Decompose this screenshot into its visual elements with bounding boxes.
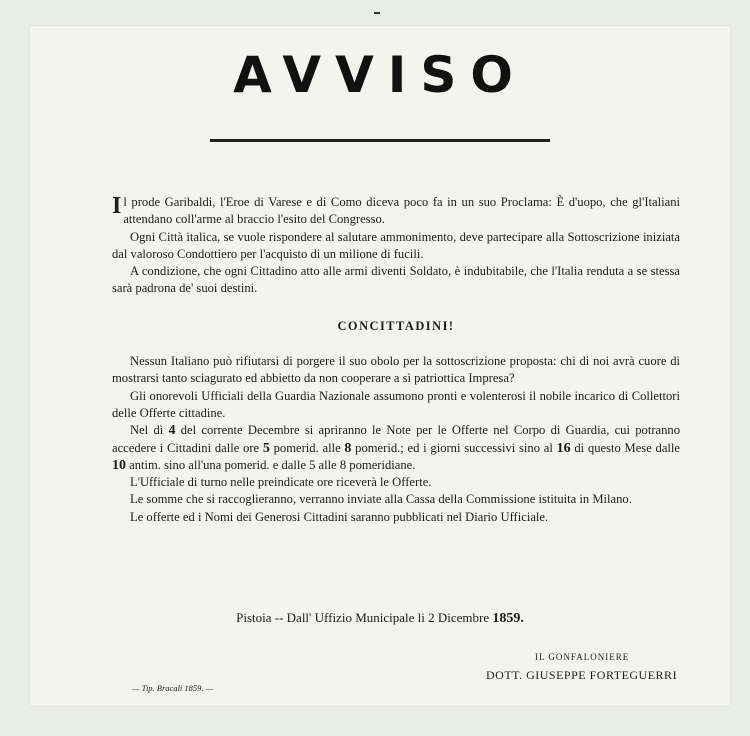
schedule-text: antim. sino all'una pomerid. e dalle 5 alle 8 pomeridiane. [126, 457, 416, 472]
paragraph-publication: Le offerte ed i Nomi dei Generosi Cittadini saranno pubblicati nel Diario Ufficiale. [130, 509, 549, 524]
signatory-office: IL GONFALONIERE [535, 652, 630, 662]
paragraph-intro-text: l prode Garibaldi, l'Eroe di Varese e di Como diceva poco fa in un suo Proclama: È d'uopo, che gl'Italiani attendano coll'arme al braccio l'esito del Congresso. [123, 195, 680, 227]
schedule-text: Nel dì [130, 423, 169, 438]
place-date-year: 1859. [492, 611, 524, 626]
place-date-line [30, 610, 730, 627]
schedule-text: pomerid. alle [269, 440, 345, 455]
schedule-text: del corrente Decembre si apriranno le Note per le Offerte nel Corpo di Guardia, cui potranno accedere i Cittadini dalle ore [112, 423, 681, 455]
notice-body [112, 194, 680, 526]
drop-cap: I [112, 193, 122, 219]
title-rule [210, 139, 550, 142]
paragraph-subscription: Ogni Città italica, se vuole rispondere al salutare ammonimento, deve partecipare alla Sottoscrizione iniziata dal valoroso Condottiero per l'acquisto di un milione di fucili. [112, 229, 680, 261]
schedule-hour: 10 [112, 457, 126, 473]
notice-title: AVVISO [233, 46, 527, 104]
signatory-name: DOTT. GIUSEPPE FORTEGUERRI [486, 668, 678, 682]
schedule-day: 16 [556, 440, 571, 456]
paragraph-schedule [112, 422, 680, 474]
paragraph-funds: Le somme che si raccoglieranno, verranno inviate alla Cassa della Commissione istituita in Milano. [130, 492, 632, 507]
paragraph-intro [112, 194, 680, 229]
place-date-text: Pistoia -- Dall' Uffizio Municipale li 2 Dicembre [236, 610, 493, 625]
paragraph-officers: Gli onorevoli Ufficiali della Guardia Nazionale assumono pronti e volenterosi il nobile incarico di Collettori delle Offerte cittadine. [112, 388, 680, 420]
notice-sheet [30, 26, 730, 706]
page-mark [374, 12, 380, 14]
schedule-text: pomerid.; ed i giorni successivi sino al [351, 440, 557, 455]
paragraph-condition: A condizione, che ogni Cittadino atto alle armi diventi Soldato, è indubitabile, che l'Italia renduta a se stessa sarà padrona de' suoi destini. [112, 264, 680, 296]
schedule-hour: 8 [344, 440, 352, 456]
section-heading: CONCITTADINI! [337, 318, 455, 333]
printer-mark: — Tip. Bracali 1859. — [132, 683, 214, 693]
paragraph-appeal: Nessun Italiano può rifiutarsi di porgere il suo obolo per la sottoscrizione proposta: chi di noi avrà cuore di mostrarsi tanto sciagurato ed abbietto da non cooperare a sì patriottica Impresa? [112, 354, 680, 386]
paragraph-officer-on-duty: L'Ufficiale di turno nelle preindicate ore riceverà le Offerte. [130, 475, 432, 490]
schedule-text: di questo Mese dalle [570, 440, 681, 455]
schedule-hour: 5 [262, 440, 270, 456]
schedule-day: 4 [168, 423, 176, 439]
